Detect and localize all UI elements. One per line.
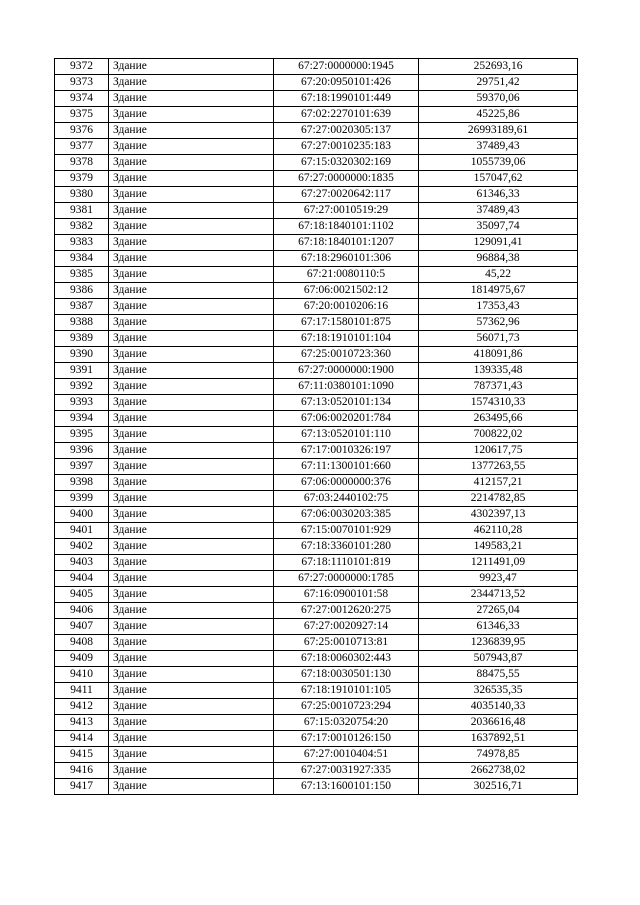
cadastral-number: 67:18:2960101:306: [274, 251, 419, 267]
table-row: [55, 411, 578, 427]
cadastral-number: 67:13:1600101:150: [274, 779, 419, 795]
table-row: [55, 523, 578, 539]
object-type: Здание: [109, 475, 274, 491]
cadastral-value: 96884,38: [419, 251, 578, 267]
object-type: Здание: [109, 187, 274, 203]
cadastral-number: 67:18:1910101:104: [274, 331, 419, 347]
cadastral-number: 67:27:0000000:1945: [274, 59, 419, 75]
cadastral-number: 67:16:0900101:58: [274, 587, 419, 603]
table-row: [55, 171, 578, 187]
table-row: [55, 459, 578, 475]
row-number: 9374: [55, 91, 109, 107]
table-row: [55, 507, 578, 523]
table-row: [55, 347, 578, 363]
row-number: 9378: [55, 155, 109, 171]
cadastral-value: 37489,43: [419, 139, 578, 155]
object-type: Здание: [109, 539, 274, 555]
cadastral-number: 67:06:0000000:376: [274, 475, 419, 491]
row-number: 9394: [55, 411, 109, 427]
cadastral-value: 74978,85: [419, 747, 578, 763]
cadastral-value: 412157,21: [419, 475, 578, 491]
table-row: [55, 699, 578, 715]
row-number: 9388: [55, 315, 109, 331]
row-number: 9384: [55, 251, 109, 267]
table-row: [55, 267, 578, 283]
table-row: [55, 91, 578, 107]
table-row: [55, 475, 578, 491]
cadastral-number: 67:17:0010326:197: [274, 443, 419, 459]
cadastral-value: 462110,28: [419, 523, 578, 539]
cadastral-value: 149583,21: [419, 539, 578, 555]
cadastral-value: 139335,48: [419, 363, 578, 379]
table-row: [55, 731, 578, 747]
table-row: [55, 651, 578, 667]
cadastral-number: 67:18:0030501:130: [274, 667, 419, 683]
table-row: [55, 379, 578, 395]
object-type: Здание: [109, 587, 274, 603]
row-number: 9385: [55, 267, 109, 283]
row-number: 9410: [55, 667, 109, 683]
object-type: Здание: [109, 715, 274, 731]
cadastral-number: 67:27:0000000:1900: [274, 363, 419, 379]
object-type: Здание: [109, 91, 274, 107]
cadastral-value: 2214782,85: [419, 491, 578, 507]
table-row: [55, 715, 578, 731]
object-type: Здание: [109, 427, 274, 443]
table-row: [55, 667, 578, 683]
object-type: Здание: [109, 443, 274, 459]
row-number: 9403: [55, 555, 109, 571]
object-type: Здание: [109, 235, 274, 251]
table-row: [55, 123, 578, 139]
cadastral-value: 4035140,33: [419, 699, 578, 715]
row-number: 9402: [55, 539, 109, 555]
row-number: 9382: [55, 219, 109, 235]
object-type: Здание: [109, 667, 274, 683]
cadastral-value: 418091,86: [419, 347, 578, 363]
object-type: Здание: [109, 603, 274, 619]
table-row: [55, 635, 578, 651]
cadastral-number: 67:20:0950101:426: [274, 75, 419, 91]
table-body: [55, 59, 578, 795]
row-number: 9387: [55, 299, 109, 315]
object-type: Здание: [109, 347, 274, 363]
cadastral-value: 129091,41: [419, 235, 578, 251]
object-type: Здание: [109, 555, 274, 571]
row-number: 9393: [55, 395, 109, 411]
row-number: 9412: [55, 699, 109, 715]
cadastral-number: 67:18:1840101:1102: [274, 219, 419, 235]
cadastral-number: 67:03:2440102:75: [274, 491, 419, 507]
cadastral-value: 1211491,09: [419, 555, 578, 571]
cadastral-number: 67:15:0070101:929: [274, 523, 419, 539]
object-type: Здание: [109, 203, 274, 219]
object-type: Здание: [109, 683, 274, 699]
row-number: 9376: [55, 123, 109, 139]
row-number: 9391: [55, 363, 109, 379]
cadastral-value: 302516,71: [419, 779, 578, 795]
cadastral-value: 37489,43: [419, 203, 578, 219]
object-type: Здание: [109, 75, 274, 91]
cadastral-number: 67:18:1110101:819: [274, 555, 419, 571]
cadastral-value: 2344713,52: [419, 587, 578, 603]
cadastral-number: 67:17:0010126:150: [274, 731, 419, 747]
table-row: [55, 747, 578, 763]
object-type: Здание: [109, 331, 274, 347]
row-number: 9415: [55, 747, 109, 763]
table-row: [55, 299, 578, 315]
table-row: [55, 139, 578, 155]
cadastral-value: 252693,16: [419, 59, 578, 75]
cadastral-value: 1377263,55: [419, 459, 578, 475]
cadastral-value: 326535,35: [419, 683, 578, 699]
cadastral-value-table: [54, 58, 578, 795]
cadastral-value: 1574310,33: [419, 395, 578, 411]
object-type: Здание: [109, 571, 274, 587]
row-number: 9409: [55, 651, 109, 667]
row-number: 9380: [55, 187, 109, 203]
row-number: 9401: [55, 523, 109, 539]
cadastral-value: 120617,75: [419, 443, 578, 459]
row-number: 9399: [55, 491, 109, 507]
row-number: 9373: [55, 75, 109, 91]
object-type: Здание: [109, 139, 274, 155]
table-row: [55, 331, 578, 347]
cadastral-value: 1814975,67: [419, 283, 578, 299]
cadastral-number: 67:27:0012620:275: [274, 603, 419, 619]
cadastral-number: 67:27:0020305:137: [274, 123, 419, 139]
table-row: [55, 315, 578, 331]
object-type: Здание: [109, 491, 274, 507]
row-number: 9383: [55, 235, 109, 251]
cadastral-number: 67:27:0020642:117: [274, 187, 419, 203]
cadastral-value: 88475,55: [419, 667, 578, 683]
cadastral-value: 17353,43: [419, 299, 578, 315]
cadastral-number: 67:25:0010723:360: [274, 347, 419, 363]
cadastral-value: 1055739,06: [419, 155, 578, 171]
row-number: 9377: [55, 139, 109, 155]
cadastral-value: 56071,73: [419, 331, 578, 347]
row-number: 9375: [55, 107, 109, 123]
cadastral-number: 67:27:0010519:29: [274, 203, 419, 219]
cadastral-number: 67:27:0010235:183: [274, 139, 419, 155]
object-type: Здание: [109, 763, 274, 779]
row-number: 9389: [55, 331, 109, 347]
row-number: 9406: [55, 603, 109, 619]
object-type: Здание: [109, 507, 274, 523]
cadastral-number: 67:11:1300101:660: [274, 459, 419, 475]
object-type: Здание: [109, 779, 274, 795]
object-type: Здание: [109, 299, 274, 315]
cadastral-value: 1236839,95: [419, 635, 578, 651]
table-row: [55, 363, 578, 379]
cadastral-value: 787371,43: [419, 379, 578, 395]
cadastral-value: 700822,02: [419, 427, 578, 443]
table-row: [55, 443, 578, 459]
cadastral-value: 59370,06: [419, 91, 578, 107]
row-number: 9390: [55, 347, 109, 363]
cadastral-number: 67:11:0380101:1090: [274, 379, 419, 395]
cadastral-value: 35097,74: [419, 219, 578, 235]
table-row: [55, 763, 578, 779]
row-number: 9379: [55, 171, 109, 187]
row-number: 9408: [55, 635, 109, 651]
cadastral-value: 57362,96: [419, 315, 578, 331]
cadastral-number: 67:18:3360101:280: [274, 539, 419, 555]
object-type: Здание: [109, 699, 274, 715]
cadastral-number: 67:27:0010404:51: [274, 747, 419, 763]
object-type: Здание: [109, 731, 274, 747]
table-row: [55, 779, 578, 795]
object-type: Здание: [109, 283, 274, 299]
cadastral-number: 67:06:0021502:12: [274, 283, 419, 299]
table-row: [55, 203, 578, 219]
object-type: Здание: [109, 619, 274, 635]
cadastral-number: 67:20:0010206:16: [274, 299, 419, 315]
table-row: [55, 75, 578, 91]
cadastral-number: 67:18:0060302:443: [274, 651, 419, 667]
table-row: [55, 587, 578, 603]
cadastral-number: 67:21:0080110:5: [274, 267, 419, 283]
object-type: Здание: [109, 411, 274, 427]
row-number: 9405: [55, 587, 109, 603]
object-type: Здание: [109, 395, 274, 411]
cadastral-value: 61346,33: [419, 187, 578, 203]
cadastral-value: 263495,66: [419, 411, 578, 427]
cadastral-number: 67:02:2270101:639: [274, 107, 419, 123]
cadastral-value: 2036616,48: [419, 715, 578, 731]
cadastral-value: 9923,47: [419, 571, 578, 587]
object-type: Здание: [109, 267, 274, 283]
cadastral-value: 45,22: [419, 267, 578, 283]
object-type: Здание: [109, 651, 274, 667]
object-type: Здание: [109, 315, 274, 331]
object-type: Здание: [109, 363, 274, 379]
table-row: [55, 155, 578, 171]
document-page: [54, 58, 577, 795]
object-type: Здание: [109, 59, 274, 75]
cadastral-value: 61346,33: [419, 619, 578, 635]
row-number: 9404: [55, 571, 109, 587]
row-number: 9397: [55, 459, 109, 475]
object-type: Здание: [109, 635, 274, 651]
object-type: Здание: [109, 459, 274, 475]
cadastral-number: 67:17:1580101:875: [274, 315, 419, 331]
cadastral-number: 67:18:1910101:105: [274, 683, 419, 699]
row-number: 9396: [55, 443, 109, 459]
row-number: 9413: [55, 715, 109, 731]
cadastral-number: 67:27:0020927:14: [274, 619, 419, 635]
cadastral-number: 67:18:1840101:1207: [274, 235, 419, 251]
row-number: 9407: [55, 619, 109, 635]
object-type: Здание: [109, 251, 274, 267]
cadastral-value: 27265,04: [419, 603, 578, 619]
cadastral-value: 2662738,02: [419, 763, 578, 779]
table-row: [55, 539, 578, 555]
object-type: Здание: [109, 747, 274, 763]
table-row: [55, 555, 578, 571]
cadastral-value: 157047,62: [419, 171, 578, 187]
row-number: 9386: [55, 283, 109, 299]
row-number: 9411: [55, 683, 109, 699]
row-number: 9381: [55, 203, 109, 219]
cadastral-value: 29751,42: [419, 75, 578, 91]
cadastral-number: 67:06:0020201:784: [274, 411, 419, 427]
row-number: 9416: [55, 763, 109, 779]
table-row: [55, 283, 578, 299]
row-number: 9395: [55, 427, 109, 443]
row-number: 9400: [55, 507, 109, 523]
cadastral-number: 67:27:0000000:1835: [274, 171, 419, 187]
table-row: [55, 683, 578, 699]
cadastral-number: 67:25:0010723:294: [274, 699, 419, 715]
object-type: Здание: [109, 123, 274, 139]
table-row: [55, 235, 578, 251]
row-number: 9398: [55, 475, 109, 491]
cadastral-number: 67:15:0320754:20: [274, 715, 419, 731]
table-row: [55, 491, 578, 507]
table-row: [55, 107, 578, 123]
table-row: [55, 427, 578, 443]
cadastral-value: 4302397,13: [419, 507, 578, 523]
row-number: 9417: [55, 779, 109, 795]
table-row: [55, 59, 578, 75]
table-row: [55, 395, 578, 411]
object-type: Здание: [109, 523, 274, 539]
cadastral-value: 45225,86: [419, 107, 578, 123]
table-row: [55, 603, 578, 619]
object-type: Здание: [109, 155, 274, 171]
object-type: Здание: [109, 379, 274, 395]
cadastral-number: 67:27:0031927:335: [274, 763, 419, 779]
table-row: [55, 571, 578, 587]
table-row: [55, 219, 578, 235]
cadastral-number: 67:18:1990101:449: [274, 91, 419, 107]
object-type: Здание: [109, 171, 274, 187]
cadastral-number: 67:25:0010713:81: [274, 635, 419, 651]
cadastral-value: 507943,87: [419, 651, 578, 667]
row-number: 9372: [55, 59, 109, 75]
row-number: 9414: [55, 731, 109, 747]
cadastral-value: 1637892,51: [419, 731, 578, 747]
cadastral-value: 26993189,61: [419, 123, 578, 139]
object-type: Здание: [109, 219, 274, 235]
cadastral-number: 67:06:0030203:385: [274, 507, 419, 523]
table-row: [55, 251, 578, 267]
cadastral-number: 67:13:0520101:110: [274, 427, 419, 443]
row-number: 9392: [55, 379, 109, 395]
table-row: [55, 187, 578, 203]
table-row: [55, 619, 578, 635]
cadastral-number: 67:13:0520101:134: [274, 395, 419, 411]
object-type: Здание: [109, 107, 274, 123]
cadastral-number: 67:15:0320302:169: [274, 155, 419, 171]
cadastral-number: 67:27:0000000:1785: [274, 571, 419, 587]
